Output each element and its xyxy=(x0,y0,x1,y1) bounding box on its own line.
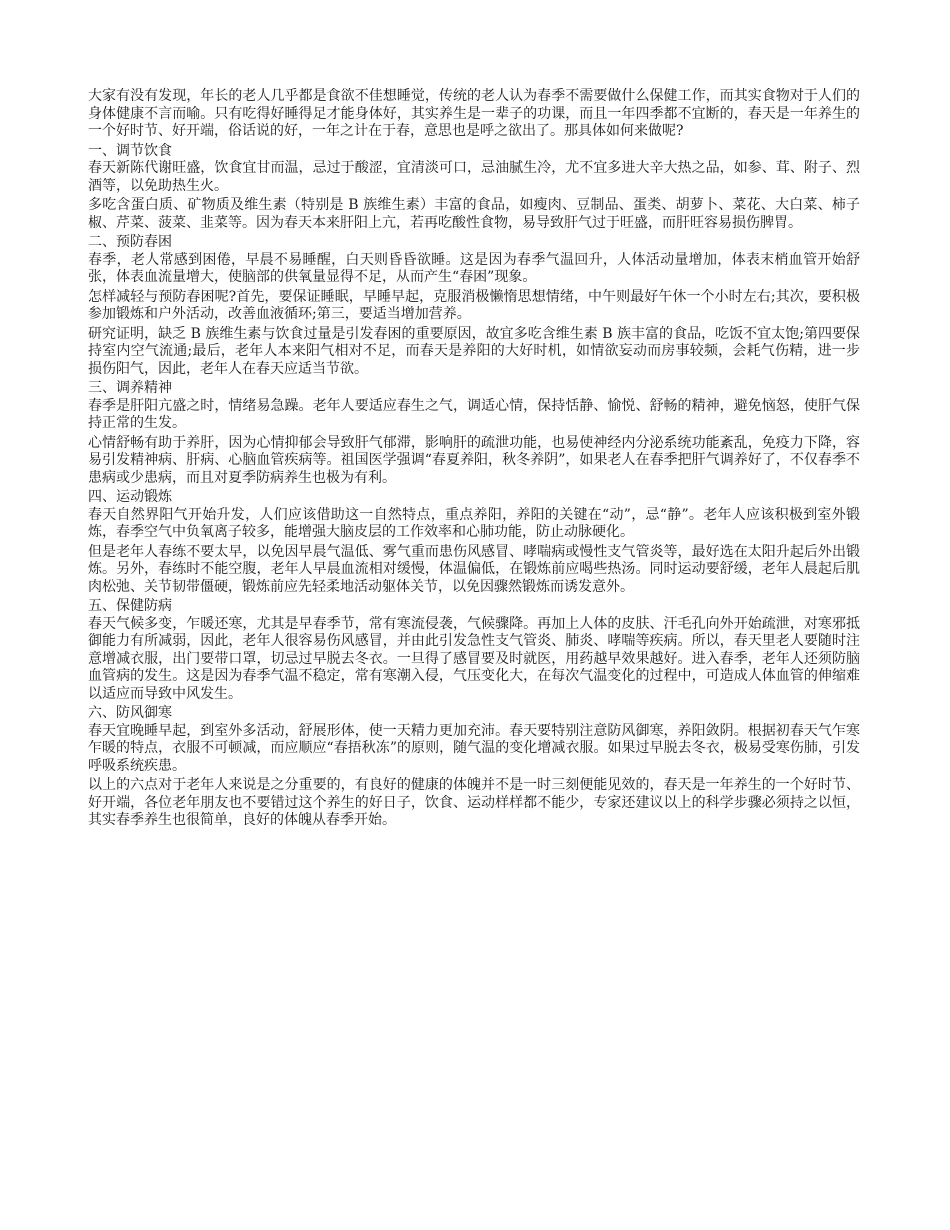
paragraph: 春天气候多变，乍暖还寒，尤其是早春季节，常有寒流侵袭，气候骤降。再加上人体的皮肤、汗毛孔向外开始疏泄，对寒邪抵御能力有所减弱，因此，老年人很容易伤风感冒，并由此引发急性支气管炎、肺炎、哮喘等疾病。所以，春天里老人要随时注意增减衣服，出门要带口罩，切忌过早脱去冬衣。一旦得了感冒要及时就医，用药越早效果越好。进入春季，老年人还须防脑血管病的发生。这是因为春季气温不稳定，常有寒潮入侵，气压变化大，在每次气温变化的过程中，可造成人体血管的伸缩难以适应而导致中风发生。 xyxy=(88,615,860,702)
intro-paragraph: 大家有没有发现，年长的老人几乎都是食欲不佳想睡觉，传统的老人认为春季不需要做什么保健工作，而其实食物对于人们的身体健康不言而喻。只有吃得好睡得足才能身体好，其实养生是一辈子的功课，而且一年四季都不宜断的，春天是一年养生的一个好时节、好开端，俗话说的好，一年之计在于春，意思也是呼之欲出了。那具体如何来做呢? xyxy=(88,88,860,139)
section-heading-mental-health: 三、调养精神 xyxy=(88,380,172,396)
section-heading-diet: 一、调节饮食 xyxy=(88,142,172,159)
section-heading-cold-protection: 六、防风御寒 xyxy=(88,705,172,721)
paragraph: 春天宜晚睡早起，到室外多活动，舒展形体，使一天精力更加充沛。春天要特别注意防风御寒，养阳敛阴。根据初春天气乍寒乍暖的特点，衣服不可顿减，而应顺应“春捂秋冻”的原则，随气温的变化增减衣服。如果过早脱去冬衣，极易受寒伤肺，引发呼吸系统疾患。 xyxy=(88,722,860,774)
section-heading-disease-prevention: 五、保健防病 xyxy=(88,598,172,614)
paragraph: 怎样减轻与预防春困呢?首先，要保证睡眠，早睡早起，克服消极懒惰思想情绪，中午则最好午休一个小时左右;其次，要积极参加锻炼和户外活动，改善血液循环;第三，要适当增加营养。 xyxy=(88,288,860,322)
section-heading-exercise: 四、运动锻炼 xyxy=(88,489,172,505)
paragraph: 心情舒畅有助于养肝，因为心情抑郁会导致肝气郁滞，影响肝的疏泄功能，也易使神经内分泌系统功能紊乱，免疫力下降，容易引发精神病、肝病、心脑血管疾病等。祖国医学强调“春夏养阳，秋冬养阴”，如果老人在春季把肝气调养好了，不仅春季不患病或少患病，而且对夏季防病养生也极为有利。 xyxy=(88,434,860,486)
paragraph: 春天新陈代谢旺盛，饮食宜甘而温，忌过于酸涩，宜清淡可口，忌油腻生冷，尤不宜多进大辛大热之品，如参、茸、附子、烈酒等，以免助热生火。 xyxy=(88,160,860,194)
paragraph: 春季，老人常感到困倦，早晨不易睡醒，白天则昏昏欲睡。这是因为春季气温回升，人体活动量增加，体表末梢血管开始舒张，体表血流量增大，使脑部的供氧量显得不足，从而产生“春困”现象。 xyxy=(88,251,860,285)
paragraph: 但是老年人春练不要太早，以免因早晨气温低、雾气重而患伤风感冒、哮喘病或慢性支气管炎等，最好选在太阳升起后外出锻炼。另外，春练时不能空腹，老年人早晨血流相对缓慢，体温偏低，在锻炼前应喝些热汤。同时运动要舒缓，老年人晨起后肌肉松弛、关节韧带僵硬，锻炼前应先轻柔地活动躯体关节，以免因骤然锻炼而诱发意外。 xyxy=(88,543,860,595)
article-body xyxy=(88,88,860,832)
conclusion-paragraph: 以上的六点对于老年人来说是之分重要的，有良好的健康的体魄并不是一时三刻便能见效的，春天是一年养生的一个好时节、好开端，各位老年朋友也不要错过这个养生的好日子，饮食、运动样样都不能少，专家还建议以上的科学步骤必须持之以恒，其实春季养生也很简单，良好的体魄从春季开始。 xyxy=(88,777,860,828)
section-heading-spring-fatigue: 二、预防春困 xyxy=(88,234,172,250)
paragraph: 春季是肝阳亢盛之时，情绪易急躁。老年人要适应春生之气，调适心情，保持恬静、愉悦、舒畅的精神，避免恼怒，使肝气保持正常的生发。 xyxy=(88,397,860,431)
paragraph: 春天自然界阳气开始升发，人们应该借助这一自然特点，重点养阳，养阳的关键在“动”，忌“静”。老年人应该积极到室外锻炼，春季空气中负氧离子较多，能增强大脑皮层的工作效率和心肺功能，防止动脉硬化。 xyxy=(88,506,860,540)
paragraph: 研究证明，缺乏 B 族维生素与饮食过量是引发春困的重要原因，故宜多吃含维生素 B 族丰富的食品，吃饭不宜太饱;第四要保持室内空气流通;最后，老年人本来阳气相对不足，而春天是养阳的大好时机，如情欲妄动而房事较频，会耗气伤精，进一步损伤阳气，因此，老年人在春天应适当节欲。 xyxy=(88,325,860,377)
paragraph: 多吃含蛋白质、矿物质及维生素（特别是 B 族维生素）丰富的食品，如瘦肉、豆制品、蛋类、胡萝卜、菜花、大白菜、柿子椒、芹菜、菠菜、韭菜等。因为春天本来肝阳上亢，若再吃酸性食物，易导致肝气过于旺盛，而肝旺容易损伤脾胃。 xyxy=(88,197,860,231)
